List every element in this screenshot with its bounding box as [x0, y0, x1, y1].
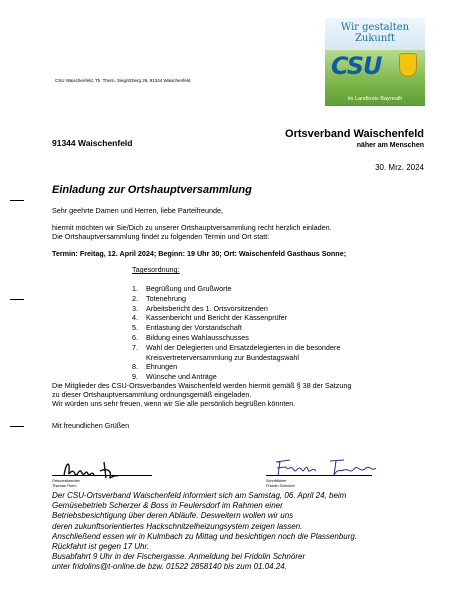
agenda-list [132, 284, 412, 382]
closing-line-1: Die Mitglieder des CSU-Ortsverbandes Waischenfeld werden hiermit gemäß § 38 der Satzung [52, 381, 352, 390]
signature-line-left [52, 475, 152, 476]
excursion-notice [52, 491, 402, 573]
agenda-item: 5. Entlastung der Vorstandschaft [132, 323, 242, 333]
signatory-role: Schriftführer [266, 479, 287, 483]
org-name: Ortsverband Waischenfeld [285, 128, 424, 140]
logo-region: im Landkreis Bayreuth [347, 96, 403, 102]
sender-line: CSU Waischenfeld, Th. Thern, Siegritzberg 26, 91344 Waischenfeld [55, 78, 191, 83]
agenda-item: 9. Wünsche und Anträge [132, 372, 217, 382]
notice-line: deren zukunftsorientiertes Hackschnitzelheizungsystem zeigen lassen. [52, 521, 303, 531]
fold-mark-bottom [10, 426, 24, 427]
fold-mark-middle [10, 299, 24, 300]
notice-line: Busabfahrt 9 Uhr in der Fischergasse. Anmeldung bei Fridolin Schnörer [52, 552, 306, 562]
signature-line-right [266, 475, 372, 476]
notice-line: Rückfahrt ist gegen 17 Uhr. [52, 542, 150, 552]
logo-slogan-line2: Zukunft [354, 33, 396, 44]
agenda-item: 7. Wahl der Delegierten und Ersatzdelegierten in die besondere Kreisvertreterversammlung zur Bundestagswahl [132, 342, 341, 362]
notice-line: Betriebsbesichtigung über deren Abläufe. Desweitern wollen wir uns [52, 511, 294, 521]
agenda-item: 6. Bildung eines Wahlausschusses [132, 332, 249, 342]
recipient-city: 91344 Waischenfeld [52, 138, 133, 148]
signatory-left [52, 479, 80, 488]
signature-schnoerer [272, 456, 382, 480]
logo-party-name: CSU [331, 52, 382, 80]
letter-title: Einladung zur Ortshauptversammlung [52, 184, 252, 196]
agenda-item: 1. Begrüßung und Grußworte [132, 284, 232, 293]
csu-logo [325, 18, 425, 106]
notice-line: Gemüsebetrieb Scherzer & Boss in Feulersdorf im Rahmen einer [52, 501, 283, 511]
agenda-item: 8. Ehrungen [132, 362, 178, 372]
letter-date: 30. Mrz. 2024 [375, 163, 424, 172]
agenda-title: Tagesordnung: [132, 265, 180, 274]
intro-line-1: hiermit möchten wir Sie/Dich zu unserer Ortshauptversammlung recht herzlich einladen. [52, 223, 332, 232]
notice-line: Anschließend essen wir in Kulmbach zu Mittag und besichtigen noch die Plassenburg. [52, 531, 358, 541]
closing-line-2: zu dieser Ortshauptversammlung ordnungsgemäß eingeladen. [52, 390, 252, 399]
signatory-role: Ortsvorsitzender [52, 479, 80, 483]
logo-band [325, 50, 425, 106]
signatory-name: Thomas Thern [52, 483, 77, 488]
signatory-right [266, 479, 295, 488]
lion-icon [399, 53, 417, 77]
agenda-item: 4. Kassenbericht und Bericht der Kassenprüfer [132, 313, 288, 323]
greeting: Mit freundlichen Grüßen [52, 421, 130, 430]
fold-mark-top [10, 200, 24, 201]
email-link[interactable]: fridolins@t-online.de [72, 562, 146, 572]
agenda-item: 3. Arbeitsbericht des 1. Ortsvorsitzenden [132, 303, 268, 313]
notice-line-contact: unter fridolins@t-online.de bzw. 01522 2858140 bis zum 01.04.24. [52, 562, 287, 572]
logo-slogan [325, 18, 425, 50]
notice-line: Der CSU-Ortsverband Waischenfeld informiert sich am Samstag, 06. April 24, beim [52, 491, 347, 500]
logo-slogan-line1: Wir gestalten [340, 22, 410, 33]
agenda-item: 2. Totenehrung [132, 293, 186, 303]
salutation: Sehr geehrte Damen und Herren, liebe Parteifreunde, [52, 206, 224, 215]
org-tagline: näher am Menschen [356, 142, 424, 149]
closing-line-3: Wir würden uns sehr freuen, wenn wir Sie alle persönlich begrüßen könnten. [52, 399, 296, 408]
signatory-name: Fridolin Schnörer [266, 483, 295, 488]
intro-line-2: Die Ortshauptversammlung findet zu folgenden Termin und Ort statt: [52, 232, 270, 241]
termin-line: Termin: Freitag, 12. April 2024; Beginn: 19 Uhr 30; Ort: Waischenfeld Gasthaus Sonne; [52, 249, 347, 258]
